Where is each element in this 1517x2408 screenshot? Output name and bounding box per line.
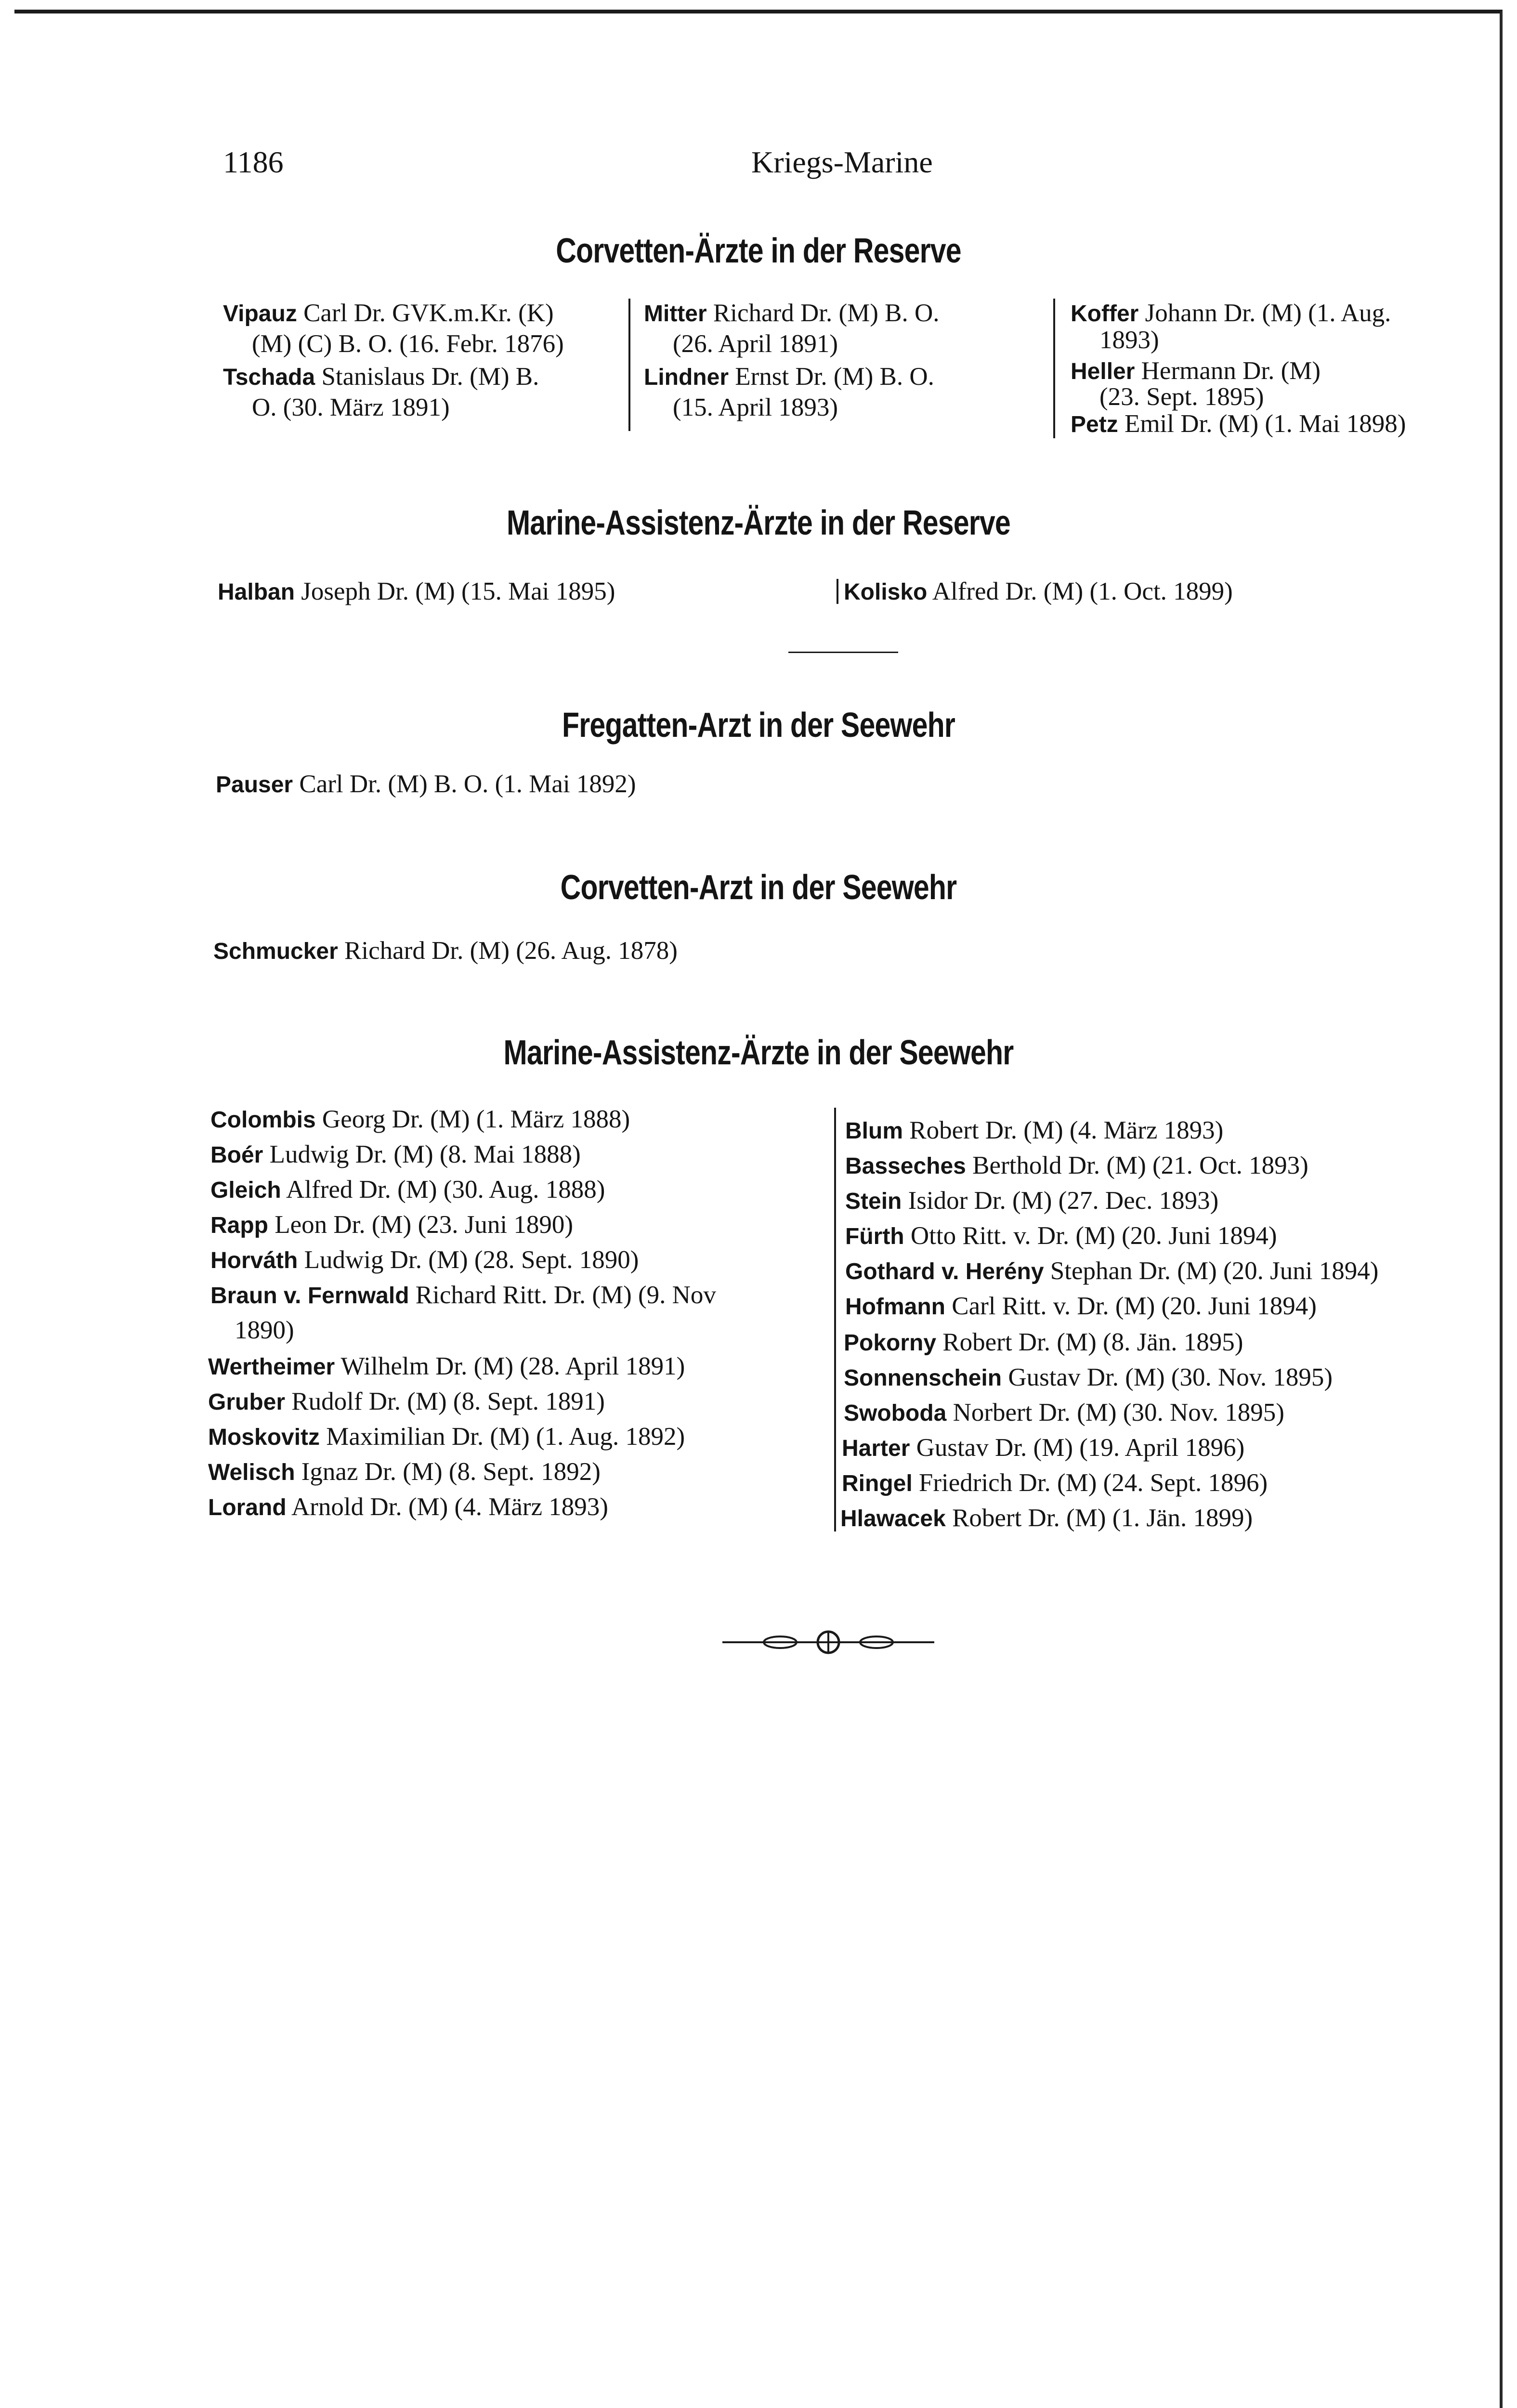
- entry: [208, 1421, 685, 1453]
- entry-continuation: (26. April 1891): [673, 330, 838, 358]
- entry-details: Friedrich Dr. (M) (24. Sept. 1896): [912, 1469, 1268, 1497]
- entry-details: 1890): [235, 1316, 294, 1344]
- entry-name: Halban: [218, 579, 295, 605]
- entry-details: Robert Dr. (M) (1. Jän. 1899): [945, 1504, 1253, 1532]
- entry-details: Arnold Dr. (M) (4. März 1893): [286, 1493, 608, 1521]
- entry-name: Lorand: [208, 1495, 287, 1520]
- running-head: Kriegs-Marine: [751, 145, 933, 179]
- entry-details: Gustav Dr. (M) (19. April 1896): [910, 1434, 1245, 1462]
- entry-name: Colombis: [210, 1107, 316, 1133]
- entry: [210, 1104, 630, 1136]
- entry-name: Moskovitz: [208, 1425, 320, 1450]
- entry-continuation: O. (30. März 1891): [252, 393, 450, 421]
- entry: [844, 1362, 1333, 1394]
- entry: [845, 1185, 1218, 1217]
- entry-name: Heller: [1071, 359, 1135, 384]
- entry-name: Hlawacek: [840, 1506, 946, 1531]
- entry-details: Isidor Dr. (M) (27. Dec. 1893): [902, 1187, 1219, 1215]
- entry-details: Hermann Dr. (M): [1135, 357, 1321, 385]
- entry: [223, 361, 539, 393]
- section-title-fregatten-seewehr: Fregatten-Arzt in der Seewehr: [562, 706, 955, 745]
- entry-name: Petz: [1071, 412, 1118, 437]
- section-title-assistenz-reserve: Marine-Assistenz-Ärzte in der Reserve: [507, 504, 1010, 542]
- entry-name: Ringel: [842, 1471, 913, 1496]
- entry: [842, 1467, 1268, 1499]
- entry-details: Alfred Dr. (M) (1. Oct. 1899): [927, 577, 1233, 605]
- entry-details: Richard Dr. (M) (26. Aug. 1878): [338, 937, 678, 965]
- entry-details: Robert Dr. (M) (8. Jän. 1895): [936, 1328, 1243, 1356]
- ornament-flourish-icon: [722, 1628, 934, 1657]
- entry-details: Rudolf Dr. (M) (8. Sept. 1891): [285, 1387, 605, 1415]
- page-number: 1186: [223, 145, 284, 179]
- entry-name: Boér: [210, 1142, 263, 1168]
- entry-continuation: (15. April 1893): [673, 393, 838, 421]
- entry-name: Mitter: [644, 301, 707, 327]
- entry: [210, 1280, 716, 1311]
- entry: [840, 1503, 1253, 1534]
- entry: [845, 1115, 1223, 1147]
- entry-name: Hofmann: [845, 1294, 945, 1320]
- entry-name: Vipauz: [223, 301, 297, 327]
- entry-name: Sonnenschein: [844, 1365, 1002, 1391]
- entry-details: Alfred Dr. (M) (30. Aug. 1888): [281, 1176, 605, 1204]
- entry: [208, 1351, 685, 1383]
- entry: [1071, 408, 1406, 440]
- entry-name: Tschada: [223, 365, 315, 390]
- entry-continuation: [206, 1315, 294, 1346]
- entry-name: Fürth: [845, 1224, 904, 1249]
- entry: [844, 1327, 1243, 1359]
- entry: [210, 1174, 605, 1206]
- entry-details: Berthold Dr. (M) (21. Oct. 1893): [966, 1152, 1308, 1179]
- entry: [644, 361, 934, 393]
- entry: [845, 1220, 1277, 1252]
- entry-details: Richard Ritt. Dr. (M) (9. Nov: [409, 1281, 716, 1309]
- entry-name: Harter: [842, 1436, 910, 1461]
- entry-details: Joseph Dr. (M) (15. Mai 1895): [295, 577, 615, 605]
- entry-details: Maximilian Dr. (M) (1. Aug. 1892): [320, 1423, 685, 1451]
- entry: [845, 1150, 1308, 1182]
- entry: [218, 576, 615, 608]
- column-divider: [1053, 299, 1055, 438]
- entry-details: Ernst Dr. (M) B. O.: [729, 363, 934, 391]
- column-divider: [837, 579, 838, 604]
- section-title-corvetten-seewehr: Corvetten-Arzt in der Seewehr: [560, 868, 957, 907]
- entry-name: Pokorny: [844, 1330, 937, 1356]
- entry-continuation: 1893): [1099, 326, 1159, 354]
- section-title-assistenz-seewehr: Marine-Assistenz-Ärzte in der Seewehr: [503, 1034, 1014, 1072]
- entry: [216, 769, 636, 800]
- entry-name: Rapp: [210, 1213, 268, 1238]
- entry-details: Stephan Dr. (M) (20. Juni 1894): [1044, 1257, 1379, 1285]
- entry: [845, 1256, 1378, 1287]
- entry-name: Stein: [845, 1189, 902, 1214]
- entry-details: Norbert Dr. (M) (30. Nov. 1895): [946, 1399, 1284, 1426]
- entry: [208, 1492, 608, 1523]
- entry-name: Wertheimer: [208, 1354, 335, 1380]
- entry-details: Leon Dr. (M) (23. Juni 1890): [268, 1211, 573, 1239]
- column-divider: [628, 299, 630, 431]
- entry-details: Robert Dr. (M) (4. März 1893): [903, 1116, 1224, 1144]
- entry-name: Gruber: [208, 1389, 286, 1415]
- entry: [210, 1244, 639, 1276]
- entry-details: Carl Dr. (M) B. O. (1. Mai 1892): [293, 770, 636, 798]
- entry-name: Koffer: [1071, 301, 1139, 327]
- entry-details: Otto Ritt. v. Dr. (M) (20. Juni 1894): [904, 1222, 1277, 1250]
- entry: [210, 1209, 573, 1241]
- entry-details: Johann Dr. (M) (1. Aug.: [1138, 299, 1391, 327]
- entry: [844, 576, 1233, 608]
- entry-name: Blum: [845, 1118, 903, 1144]
- entry: [208, 1386, 605, 1418]
- column-divider: [834, 1108, 836, 1531]
- entry-details: Ludwig Dr. (M) (8. Mai 1888): [263, 1140, 581, 1168]
- entry: [844, 1397, 1284, 1429]
- entry: [208, 1456, 601, 1488]
- entry-details: Wilhelm Dr. (M) (28. April 1891): [335, 1352, 685, 1380]
- entry-name: Lindner: [644, 365, 729, 390]
- entry-name: Braun v. Fernwald: [210, 1283, 409, 1309]
- entry-details: Emil Dr. (M) (1. Mai 1898): [1118, 410, 1406, 438]
- entry: [644, 298, 940, 329]
- entry-name: Horváth: [210, 1248, 298, 1273]
- entry-name: Swoboda: [844, 1400, 947, 1426]
- entry: [210, 1139, 581, 1171]
- entry-name: Kolisko: [844, 579, 928, 605]
- entry: [213, 935, 678, 967]
- entry-name: Gleich: [210, 1178, 281, 1203]
- entry-name: Basseches: [845, 1153, 966, 1179]
- entry: [223, 298, 554, 329]
- entry-details: Ignaz Dr. (M) (8. Sept. 1892): [295, 1458, 601, 1486]
- entry-continuation: (23. Sept. 1895): [1099, 383, 1264, 411]
- entry-name: Schmucker: [213, 939, 338, 964]
- entry-details: Richard Dr. (M) B. O.: [706, 299, 940, 327]
- section-title-corvetten-reserve: Corvetten-Ärzte in der Reserve: [556, 232, 961, 270]
- entry-name: Welisch: [208, 1460, 295, 1485]
- entry: [842, 1432, 1244, 1464]
- entry: [845, 1291, 1317, 1322]
- entry-details: Carl Dr. GVK.m.Kr. (K): [297, 299, 554, 327]
- entry-continuation: (M) (C) B. O. (16. Febr. 1876): [252, 330, 564, 358]
- entry-name: Gothard v. Herény: [845, 1259, 1044, 1284]
- entry-details: Carl Ritt. v. Dr. (M) (20. Juni 1894): [945, 1292, 1317, 1320]
- entry-details: Gustav Dr. (M) (30. Nov. 1895): [1002, 1363, 1333, 1391]
- entry-details: Ludwig Dr. (M) (28. Sept. 1890): [298, 1246, 639, 1274]
- separator-rule: [788, 652, 898, 653]
- entry-details: Georg Dr. (M) (1. März 1888): [315, 1105, 630, 1133]
- entry-name: Pauser: [216, 772, 293, 798]
- entry-details: Stanislaus Dr. (M) B.: [315, 363, 539, 391]
